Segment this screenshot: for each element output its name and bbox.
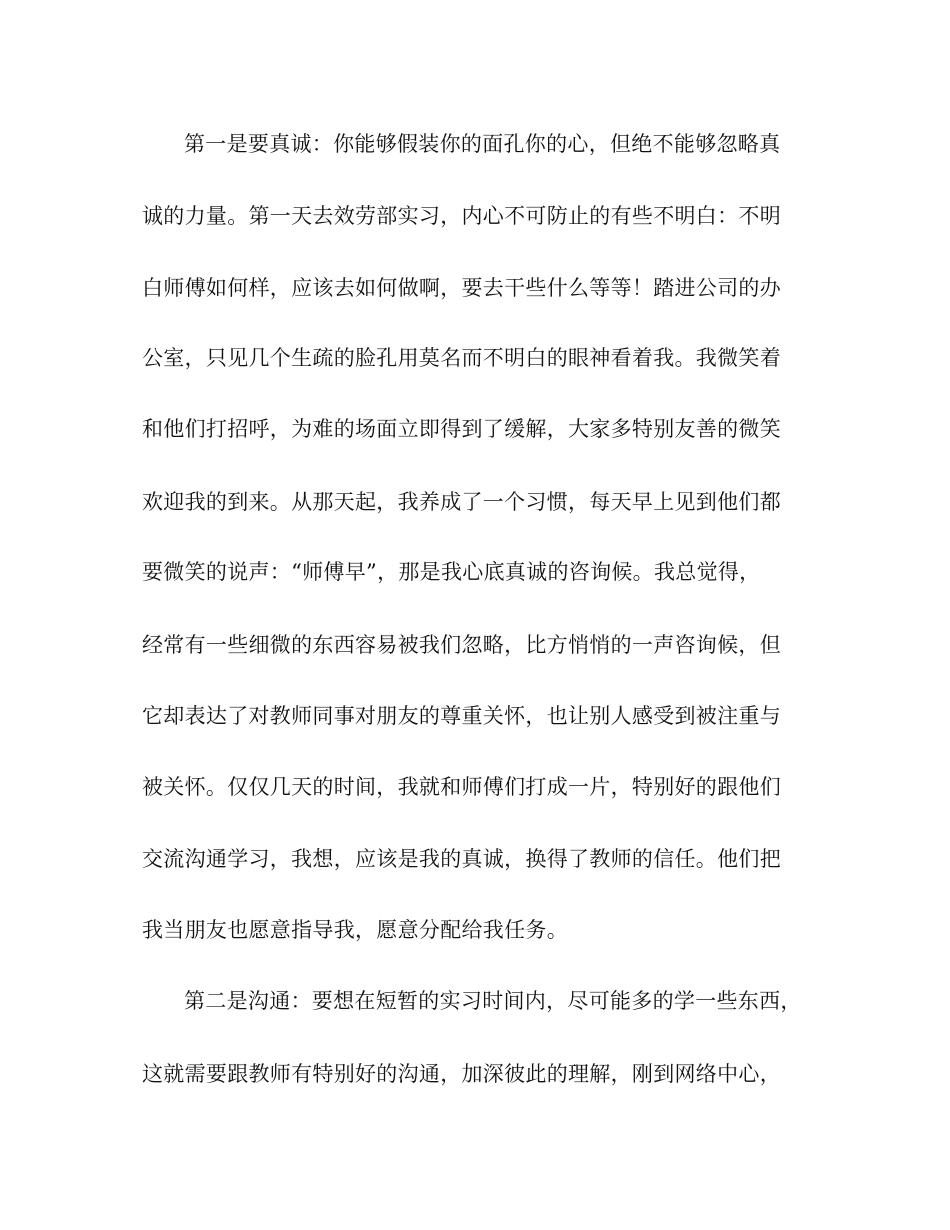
paragraph-1-line-10: 被关怀。仅仅几天的时间，我就和师傅们打成一片，特别好的跟他们 [142, 775, 781, 799]
paragraph-1-line-2: 诚的力量。第一天去效劳部实习，内心不可防止的有些不明白：不明 [142, 204, 781, 228]
paragraph-1-line-5: 和他们打招呼，为难的场面立即得到了缓解，大家多特别友善的微笑 [142, 417, 781, 441]
paragraph-1-line-3: 白师傅如何样，应该去如何做啊，要去干些什么等等！踏进公司的办 [142, 276, 781, 300]
paragraph-1-line-1: 第一是要真诚：你能够假装你的面孔你的心，但绝不能够忽略真 [184, 132, 781, 156]
paragraph-1-line-11: 交流沟通学习，我想，应该是我的真诚，换得了教师的信任。他们把 [142, 847, 781, 871]
paragraph-2-line-2: 这就需要跟教师有特别好的沟通，加深彼此的理解，刚到网络中心， [142, 1062, 781, 1086]
paragraph-1-line-12: 我当朋友也愿意指导我，愿意分配给我任务。 [142, 918, 568, 942]
paragraph-2-line-1: 第二是沟通：要想在短暂的实习时间内，尽可能多的学一些东西， [184, 989, 802, 1013]
paragraph-1-line-4: 公室，只见几个生疏的脸孔用莫名而不明白的眼神看着我。我微笑着 [142, 346, 781, 370]
paragraph-1-line-8: 经常有一些细微的东西容易被我们忽略，比方悄悄的一声咨询候，但 [142, 633, 781, 657]
paragraph-1-line-7: 要微笑的说声：“师傅早”，那是我心底真诚的咨询候。我总觉得， [142, 560, 761, 584]
paragraph-1-line-6: 欢迎我的到来。从那天起，我养成了一个习惯，每天早上见到他们都 [142, 490, 781, 514]
paragraph-1-line-9: 它却表达了对教师同事对朋友的尊重关怀，也让别人感受到被注重与 [142, 704, 781, 728]
